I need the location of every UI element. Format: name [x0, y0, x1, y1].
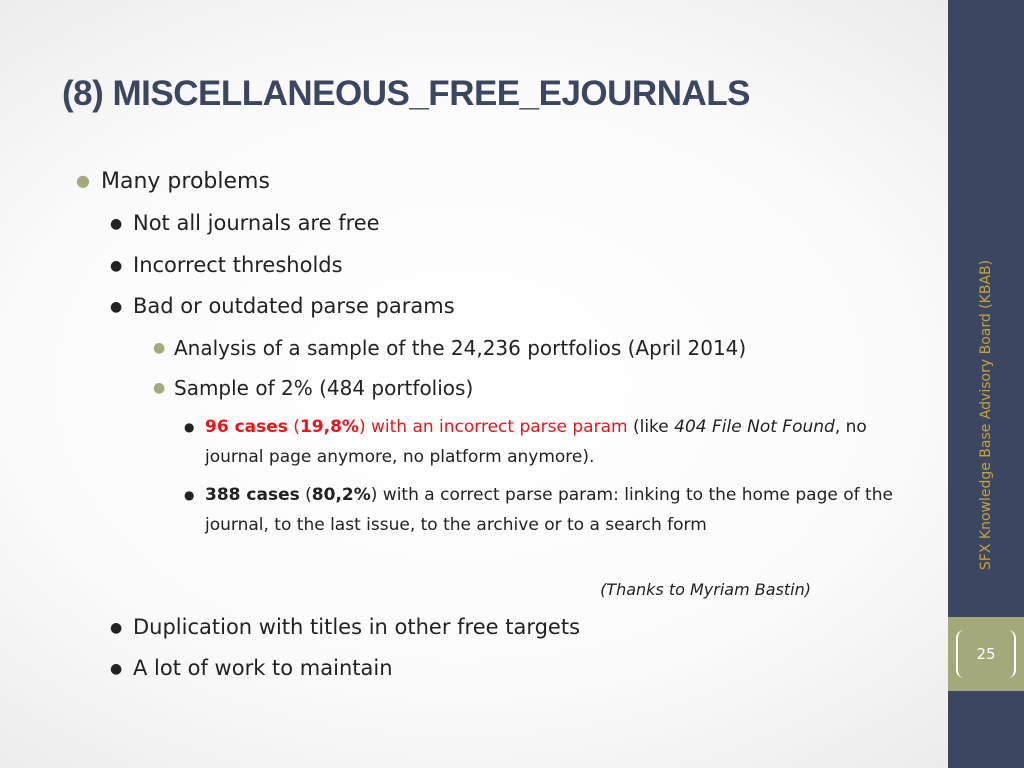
bullet-analysis: Analysis of a sample of the 24,236 portfolios (April 2014) — [174, 336, 747, 360]
slide-title: (8) MISCELLANEOUS_FREE_EJOURNALS — [62, 74, 750, 113]
bullet-dot-icon: ● — [110, 620, 123, 636]
like-text: (like — [627, 417, 675, 437]
case-count: 388 cases — [205, 485, 300, 505]
page-number: 25 — [976, 645, 996, 663]
bullet-sample: Sample of 2% (484 portfolios) — [174, 376, 474, 400]
case-percent: 80,2% — [311, 485, 371, 505]
bullet-dot-icon: ● — [153, 340, 166, 356]
remaining-text: , no journal page anymore, no platform anymore). — [205, 417, 867, 467]
bullet-parse-params: Bad or outdated parse params — [133, 294, 455, 318]
paren-open: ( — [287, 417, 300, 437]
not-found-text: 404 File Not Found — [674, 417, 835, 437]
bullet-96-cases — [205, 412, 895, 472]
bullet-duplication: Duplication with titles in other free targets — [133, 615, 581, 639]
paren-open: ( — [299, 485, 312, 505]
bullet-thresholds: Incorrect thresholds — [133, 253, 343, 277]
bullet-many-problems: Many problems — [101, 169, 270, 194]
bullet-dot-icon: ● — [110, 661, 123, 677]
bullet-dot-icon: ● — [110, 299, 123, 315]
bullet-dot-icon: ● — [76, 171, 90, 190]
bullet-dot-icon: ● — [110, 258, 123, 274]
paren-close: ) — [358, 417, 366, 437]
bullet-not-free: Not all journals are free — [133, 211, 380, 235]
page-number-box — [948, 617, 1024, 691]
case-description: ) with a correct parse param: linking to the home page of the journal, to the last issue, to the archive or to a search form — [205, 485, 893, 535]
bullet-dot-icon: ● — [110, 216, 123, 232]
incorrect-text: with an incorrect parse param — [365, 417, 628, 437]
thanks-credit: (Thanks to Myriam Bastin) — [600, 580, 811, 599]
bullet-maintain: A lot of work to maintain — [133, 656, 393, 680]
case-percent: 19,8% — [299, 417, 359, 437]
bullet-388-cases — [205, 480, 895, 540]
bullet-dot-icon: ● — [184, 420, 195, 434]
sidebar-caption: SFX Knowledge Base Advisory Board (KBAB) — [978, 259, 994, 571]
bullet-dot-icon: ● — [184, 488, 195, 502]
case-count: 96 cases — [205, 417, 288, 437]
bullet-dot-icon: ● — [153, 380, 166, 396]
